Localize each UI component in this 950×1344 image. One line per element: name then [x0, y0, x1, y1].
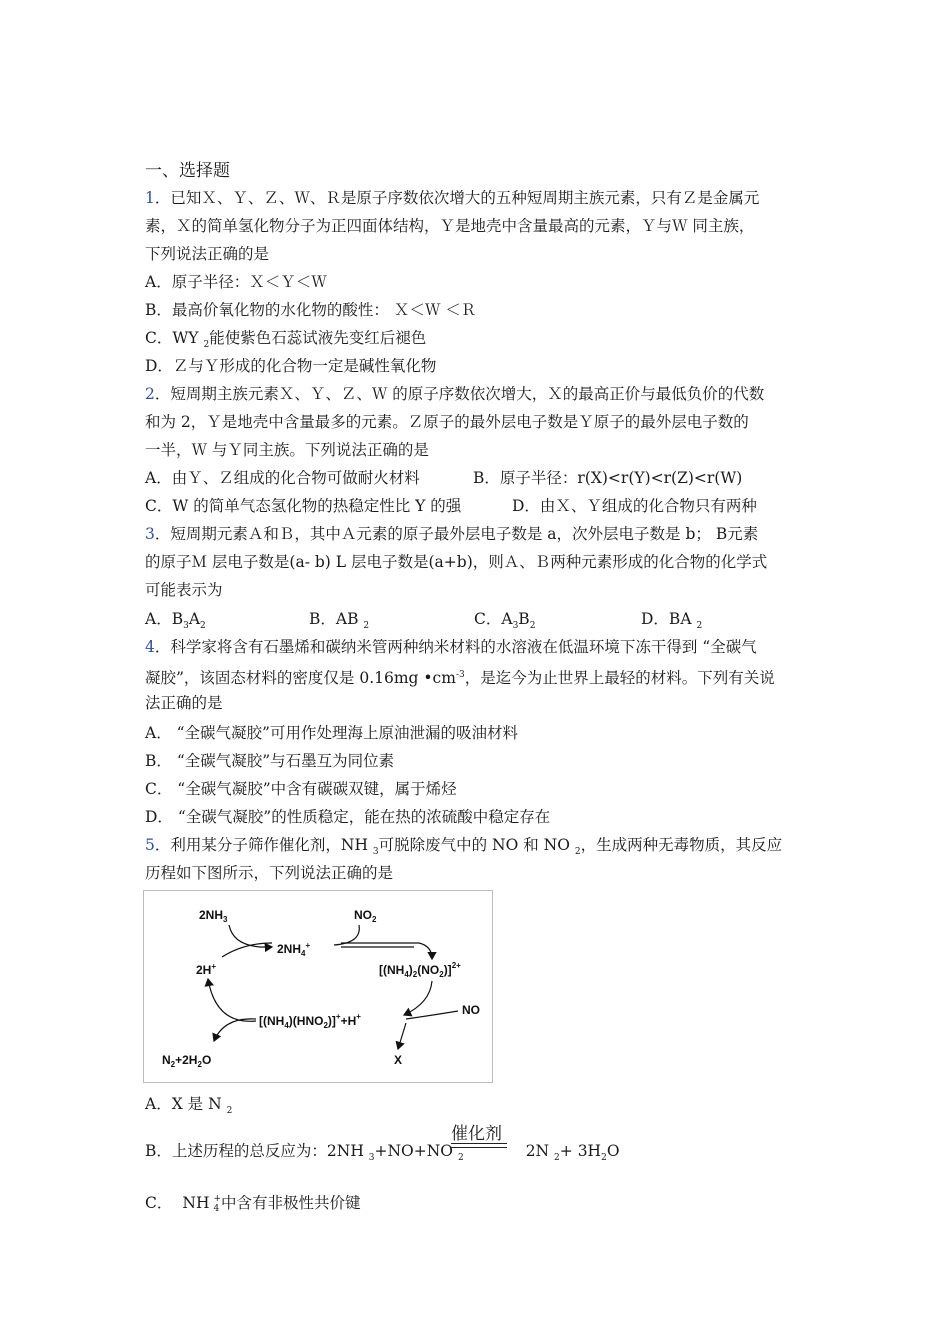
q5-option-b: B．上述历程的总反应为：2NH $_3$+NO+NO $_2$ 2N $_2+ 3H_2O$: [145, 1142, 620, 1163]
q1-option-a: A．原子半径：Ｘ＜Ｙ＜Ｗ: [145, 273, 327, 291]
arrow-nh4-to-complex: [341, 943, 432, 959]
q5-option-c: C． NH + 4 中含有非极性共价键: [145, 1194, 361, 1214]
q3-option-a: A．$B_3A_2$: [145, 610, 206, 631]
q4-option-c: C． “全碳气凝胶”中含有碳碳双键，属于烯烃: [145, 780, 457, 798]
q2-option-b: B．原子半径：r(X)<r(Y)<r(Z)<r(W): [473, 469, 743, 487]
q2-option-c: C．W 的简单气态氢化物的热稳定性比 Y 的强: [145, 497, 462, 515]
arrow-to-n2: [214, 1019, 256, 1041]
ammonium-ion: NH + 4: [182, 1194, 222, 1214]
arrow-no2-merge: [334, 925, 359, 945]
q1-line-2: 素，Ｘ的简单氢化物分子为正四面体结构，Ｙ是地壳中含量最高的元素，Ｙ与Ｗ 同主族，: [145, 217, 755, 235]
question-number: 3: [145, 525, 155, 543]
q5-line-1: 5．利用某分子筛作催化剂，NH $_3$可脱除废气中的 NO 和 NO $_2$，生成两种无毒物质，其反应: [145, 836, 783, 857]
q2-line-2: 和为 2，Ｙ是地壳中含量最多的元素。Ｚ原子的最外层电子数是Ｙ原子的最外层电子数的: [145, 413, 749, 431]
arrow-nh3-to-nh4: [229, 925, 272, 947]
q3-line-1: 3．短周期元素Ａ和Ｂ，其中Ａ元素的原子最外层电子数是 a，次外层电子数是 b； B元素: [145, 525, 759, 543]
q5-option-a: A．X 是 N $_2$: [145, 1095, 233, 1116]
arrow-no-in: [406, 1011, 458, 1019]
q5-line-2: 历程如下图所示，下列说法正确的是: [145, 864, 394, 882]
q3-line-3: 可能表示为: [145, 581, 223, 599]
q1-option-b: B．最高价氧化物的水化物的酸性： Ｘ＜Ｗ ＜Ｒ: [145, 301, 477, 319]
label-no2: $NO_2$: [354, 908, 377, 924]
label-x: X: [394, 1053, 403, 1067]
q3-option-d: D．BA $_2$: [641, 610, 703, 631]
label-n2-h2o: $N_2+2H_2O$: [162, 1053, 212, 1069]
q4-option-a: A． “全碳气凝胶”可用作处理海上原油泄漏的吸油材料: [145, 724, 518, 742]
arrow-to-2h: [208, 979, 256, 1021]
label-2h: 2H+: [196, 962, 217, 977]
q2-line-3: 一半，Ｗ 与Ｙ同主族。下列说法正确的是: [145, 441, 429, 459]
q4-line-2: 凝胶”，该固态材料的密度仅是 0.16mg $•cm^{-3}$，是迄今为止世界上最轻的材料。下列有关说: [145, 669, 775, 688]
q4-line-3: 法正确的是: [145, 694, 223, 712]
label-complex: $[(NH_4)_2(NO_2)]^{2+}$: [379, 961, 461, 979]
q3-option-c: C．$A_3B_2$: [474, 610, 536, 631]
question-number: 1: [145, 189, 155, 207]
label-no: NO: [462, 1003, 480, 1017]
q2-option-d: D．由Ｘ、Ｙ组成的化合物只有两种: [512, 497, 757, 515]
q2-option-a: A．由Ｙ、Ｚ组成的化合物可做耐火材料: [145, 469, 420, 487]
arrow-to-x: [398, 1023, 406, 1049]
q3-option-b: B．AB $_2$: [309, 610, 370, 631]
catalyst-label: 催化剂: [451, 1124, 502, 1144]
q1-option-c: C．WY $_2$能使紫色石蕊试液先变红后褪色: [145, 329, 427, 350]
label-2nh4: $2NH_4^+$: [277, 941, 311, 958]
q4-line-1: 4．科学家将含有石墨烯和碳纳米管两种纳米材料的水溶液在低温环境下冻干得到 “全碳气: [145, 638, 757, 656]
q2-line-1: 2．短周期主族元素Ｘ、Ｙ、Ｚ、Ｗ 的原子序数依次增大，Ｘ的最高正价与最低负价的代数: [145, 385, 765, 403]
q3-line-2: 的原子Ｍ 层电子数是(a- b) L 层电子数是(a+b)，则Ａ、Ｂ两种元素形成的化合物的化学式: [145, 553, 768, 571]
arrow-complex-down: [404, 981, 432, 1015]
section-title: 一、选择题: [145, 161, 230, 181]
q1-line-1: 1．已知Ｘ、Ｙ、Ｚ、Ｗ、Ｒ是原子序数依次增大的五种短周期主族元素，只有Ｚ是金属元: [145, 189, 760, 207]
question-number: 4: [145, 638, 155, 656]
question-number: 2: [145, 385, 155, 403]
reaction-diagram-svg: [144, 891, 492, 1082]
question-number: 5: [145, 836, 155, 854]
q1-line-3: 下列说法正确的是: [145, 245, 270, 263]
label-intermediate: $[(NH_4)(HNO_2)]^++H^+$: [259, 1012, 361, 1030]
q4-option-d: D． “全碳气凝胶”的性质稳定，能在热的浓硫酸中稳定存在: [145, 808, 551, 826]
q4-option-b: B． “全碳气凝胶”与石墨互为同位素: [145, 752, 395, 770]
q1-option-d: D．Ｚ与Ｙ形成的化合物一定是碱性氧化物: [145, 357, 437, 375]
reaction-pathway-diagram: [143, 890, 493, 1083]
label-2nh3: $2NH_3$: [199, 908, 228, 924]
